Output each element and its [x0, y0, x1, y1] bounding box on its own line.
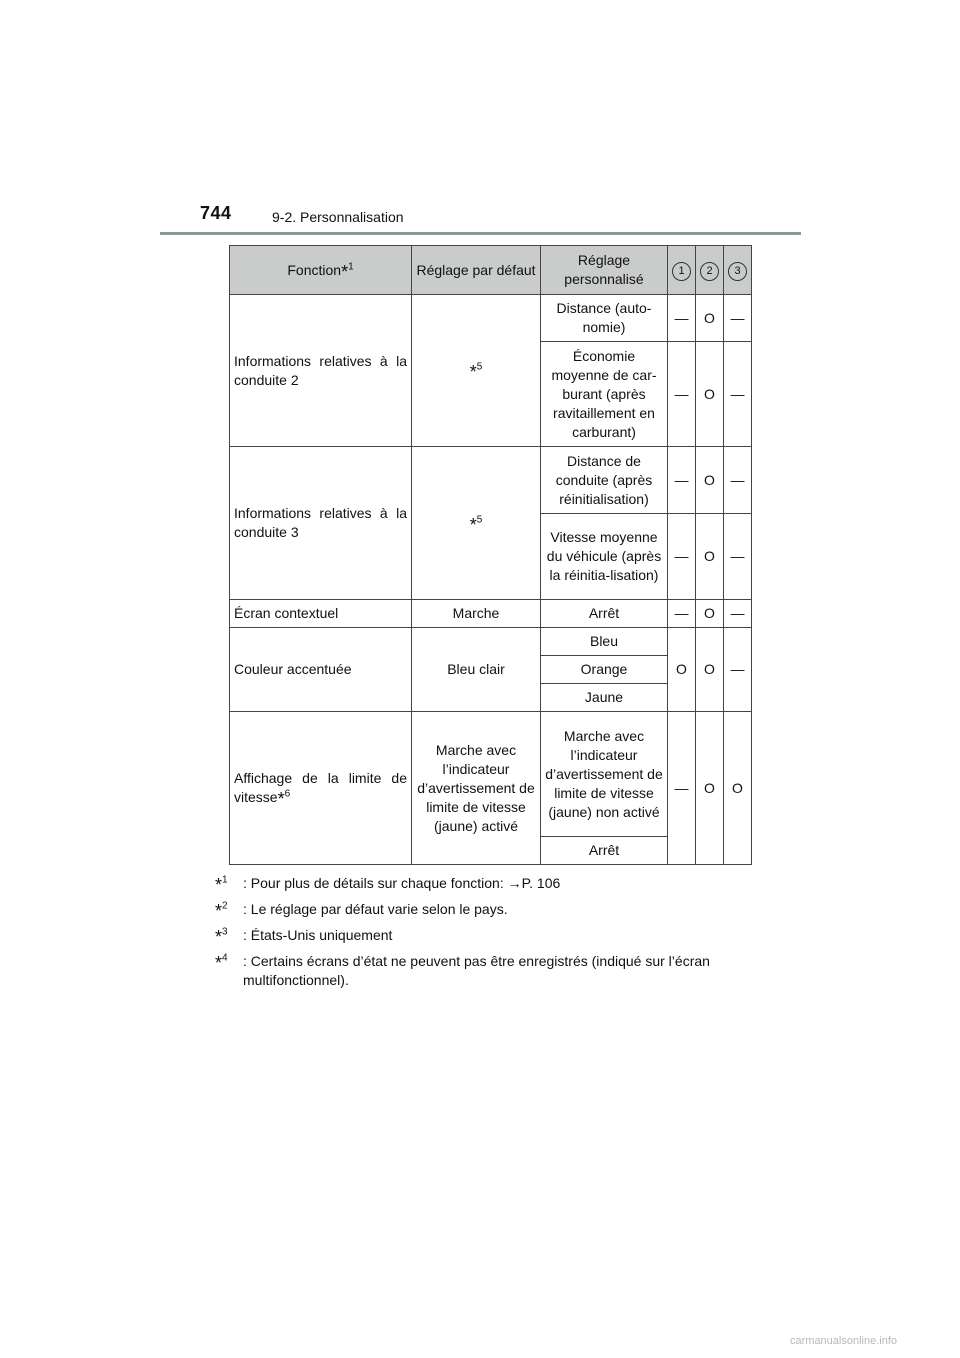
custom-info2-b: Économie moyenne de car-burant (après ravitaillement en carburant): [541, 342, 668, 447]
page-number: 744: [200, 203, 232, 223]
section-title: 9-2. Personnalisation: [272, 209, 404, 225]
custom-accent-yellow: Jaune: [541, 684, 668, 712]
custom-info3-b: Vitesse moyenne du véhicule (après la réinitia-lisation): [541, 514, 668, 600]
header-function: Fonction*$^1$: [230, 246, 412, 295]
footnote-star: *: [215, 927, 223, 947]
custom-accent-blue: Bleu: [541, 628, 668, 656]
mark: O: [696, 514, 724, 600]
mark: —: [724, 514, 752, 600]
mark: O: [696, 712, 724, 865]
mark: —: [724, 295, 752, 342]
default-speed: Marche avec l’indicateur d’avertissement de limite de vitesse (jaune) activé: [412, 712, 541, 865]
table-row: [230, 600, 752, 628]
custom-info3-a: Distance de conduite (après réinitialisation): [541, 447, 668, 514]
mark: O: [696, 447, 724, 514]
footnote-3: *$^3$ : États-Unis uniquement: [215, 926, 393, 947]
custom-speed-a: Marche avec l’indicateur d’avertissement de limite de vitesse (jaune) non activé: [541, 712, 668, 837]
header-col-3: [724, 246, 752, 295]
table-header-row: [230, 246, 752, 295]
watermark: carmanualsonline.info: [790, 1335, 898, 1347]
circled-number-2-icon: 2: [700, 262, 719, 281]
footnote-star: *: [215, 901, 223, 921]
header-custom: Réglage personnalisé: [541, 246, 668, 295]
mark: —: [724, 447, 752, 514]
header-col-2: [696, 246, 724, 295]
mark: —: [668, 295, 696, 342]
mark: —: [668, 600, 696, 628]
header-rule: [160, 232, 801, 235]
mark: —: [724, 342, 752, 447]
mark: —: [668, 514, 696, 600]
footnote-1: *$^1$ : Pour plus de détails sur chaque fonction: →P. 106: [215, 874, 561, 895]
mark: O: [724, 712, 752, 865]
circled-number-1-icon: 1: [672, 262, 691, 281]
mark: —: [668, 447, 696, 514]
function-popup: Écran contextuel: [230, 600, 412, 628]
circled-number-3-icon: 3: [728, 262, 747, 281]
function-info2: Informations relatives à la conduite 2: [230, 295, 412, 447]
footnote-star: *: [469, 362, 477, 382]
footnote-star: *: [469, 514, 477, 535]
mark: O: [696, 342, 724, 447]
table-row: [230, 295, 752, 342]
function-speed: Affichage de la limite de vitesse*$^6$: [230, 712, 412, 865]
mark: —: [668, 342, 696, 447]
footnotes: [215, 874, 755, 997]
header-default: Réglage par défaut: [412, 246, 541, 295]
footnote-2: *$^2$ : Le réglage par défaut varie selon le pays.: [215, 900, 508, 921]
footnote-star: *: [277, 789, 285, 809]
table-row: [230, 712, 752, 837]
header-col-1: [668, 246, 696, 295]
mark: O: [696, 295, 724, 342]
function-accent: Couleur accentuée: [230, 628, 412, 712]
mark: —: [724, 628, 752, 712]
footnote-star: *: [215, 953, 223, 973]
mark: —: [724, 600, 752, 628]
mark: O: [696, 600, 724, 628]
custom-popup: Arrêt: [541, 600, 668, 628]
table-row: [230, 447, 752, 514]
mark: —: [668, 712, 696, 865]
default-popup: Marche: [412, 600, 541, 628]
settings-table: [229, 245, 752, 865]
function-info3: Informations relatives à la conduite 3: [230, 447, 412, 600]
default-info2: *$^5$: [412, 295, 541, 447]
table-row: [230, 628, 752, 656]
footnote-star: *: [215, 875, 223, 895]
default-accent: Bleu clair: [412, 628, 541, 712]
mark: O: [696, 628, 724, 712]
footnote-4: *$^4$ : Certains écrans d’état ne peuvent pas être enregistrés (indiqué sur l’écran multifonctionnel).: [215, 952, 710, 988]
mark: O: [668, 628, 696, 712]
footnote-star: *: [341, 261, 349, 282]
custom-speed-b: Arrêt: [541, 837, 668, 865]
custom-info2-a: Distance (auto-nomie): [541, 295, 668, 342]
custom-accent-orange: Orange: [541, 656, 668, 684]
default-info3: *$^5$: [412, 447, 541, 600]
